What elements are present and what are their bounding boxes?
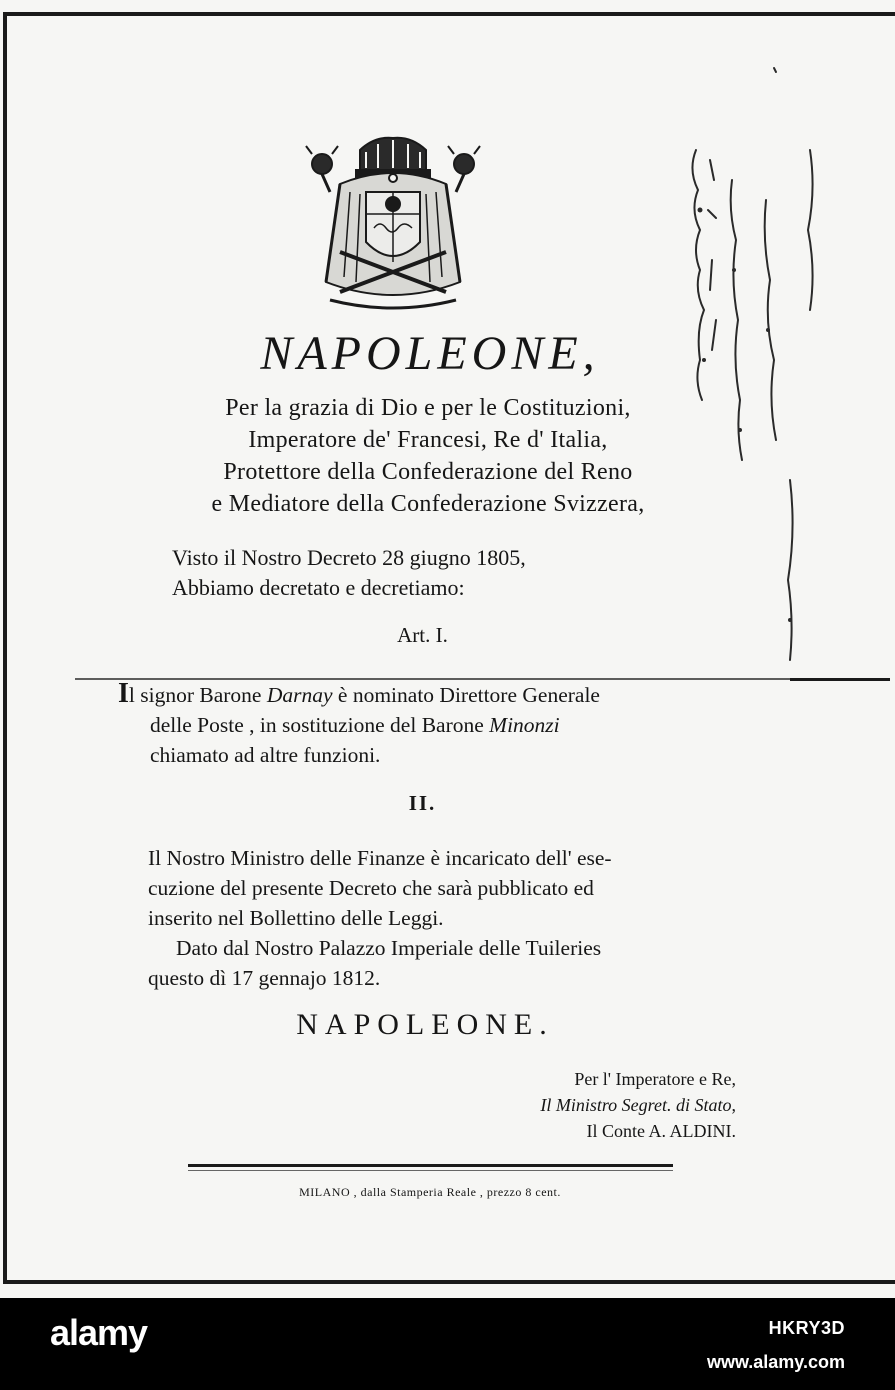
title-line: Protettore della Confederazione del Reno xyxy=(223,459,633,485)
imperial-titles xyxy=(118,392,738,520)
printer-imprint: MILANO , dalla Stamperia Reale , prezzo 8 cent. xyxy=(299,1185,561,1199)
watermark-band xyxy=(0,1298,895,1390)
sheet-border-bottom xyxy=(4,1280,895,1284)
preamble-line: Abbiamo decretato e decretiamo: xyxy=(172,575,465,600)
article-1-line xyxy=(118,710,733,740)
decree-title: NAPOLEONE, xyxy=(260,327,600,380)
image-code: HKRY3D xyxy=(768,1318,845,1338)
title-line: Per la grazia di Dio e per le Costituzioni, xyxy=(225,395,631,421)
article-2-line: Il Nostro Ministro delle Finanze è incaricato dell' ese- xyxy=(148,846,612,870)
handwritten-annotation xyxy=(670,60,850,730)
countersignature xyxy=(474,1066,736,1144)
article-1-line xyxy=(118,679,733,710)
dated-line: questo dì 17 gennajo 1812. xyxy=(148,966,381,990)
title-line: Imperatore de' Francesi, Re d' Italia, xyxy=(248,427,608,453)
countersign-line xyxy=(474,1092,736,1118)
dated-line: Dato dal Nostro Palazzo Imperiale delle Tuileries xyxy=(176,936,602,960)
article-2-text xyxy=(148,843,738,993)
sheet-border-left xyxy=(3,12,7,1284)
sheet-border-top xyxy=(4,12,895,16)
minister-title: Il Ministro Segret. di Stato xyxy=(540,1095,732,1115)
imperial-coat-of-arms xyxy=(300,132,486,314)
title-line: e Mediatore della Confederazione Svizzera, xyxy=(211,491,645,517)
article-1-line: chiamato ad altre funzioni. xyxy=(150,743,381,767)
article-1-heading: Art. I. xyxy=(397,623,448,647)
name-minonzi: Minonzi xyxy=(489,713,560,737)
signature-napoleone: NAPOLEONE. xyxy=(296,1008,554,1041)
printer-rule-thin xyxy=(188,1170,673,1171)
article-1-text xyxy=(118,679,733,770)
text-run: è nominato Direttore Generale xyxy=(332,683,600,707)
text-run: delle Poste , in sostituzione del Barone xyxy=(150,713,490,737)
countersign-line: Per l' Imperatore e Re, xyxy=(574,1069,736,1089)
drop-capital: I xyxy=(118,678,129,709)
article-2-line: inserito nel Bollettino delle Leggi. xyxy=(148,906,444,930)
name-darnay: Darnay xyxy=(266,683,333,707)
alamy-logo: alamy xyxy=(50,1312,148,1353)
article-2-heading: II. xyxy=(408,791,437,815)
article-2-line: cuzione del presente Decreto che sarà pubblicato ed xyxy=(148,876,594,900)
preamble xyxy=(172,543,526,603)
text-run: l signor Barone xyxy=(128,683,267,707)
printer-rule xyxy=(188,1164,673,1167)
text-run: , xyxy=(731,1095,736,1115)
alamy-site: www.alamy.com xyxy=(706,1352,845,1372)
countersign-line: Il Conte A. ALDINI. xyxy=(586,1121,736,1141)
preamble-line: Visto il Nostro Decreto 28 giugno 1805, xyxy=(172,545,526,570)
